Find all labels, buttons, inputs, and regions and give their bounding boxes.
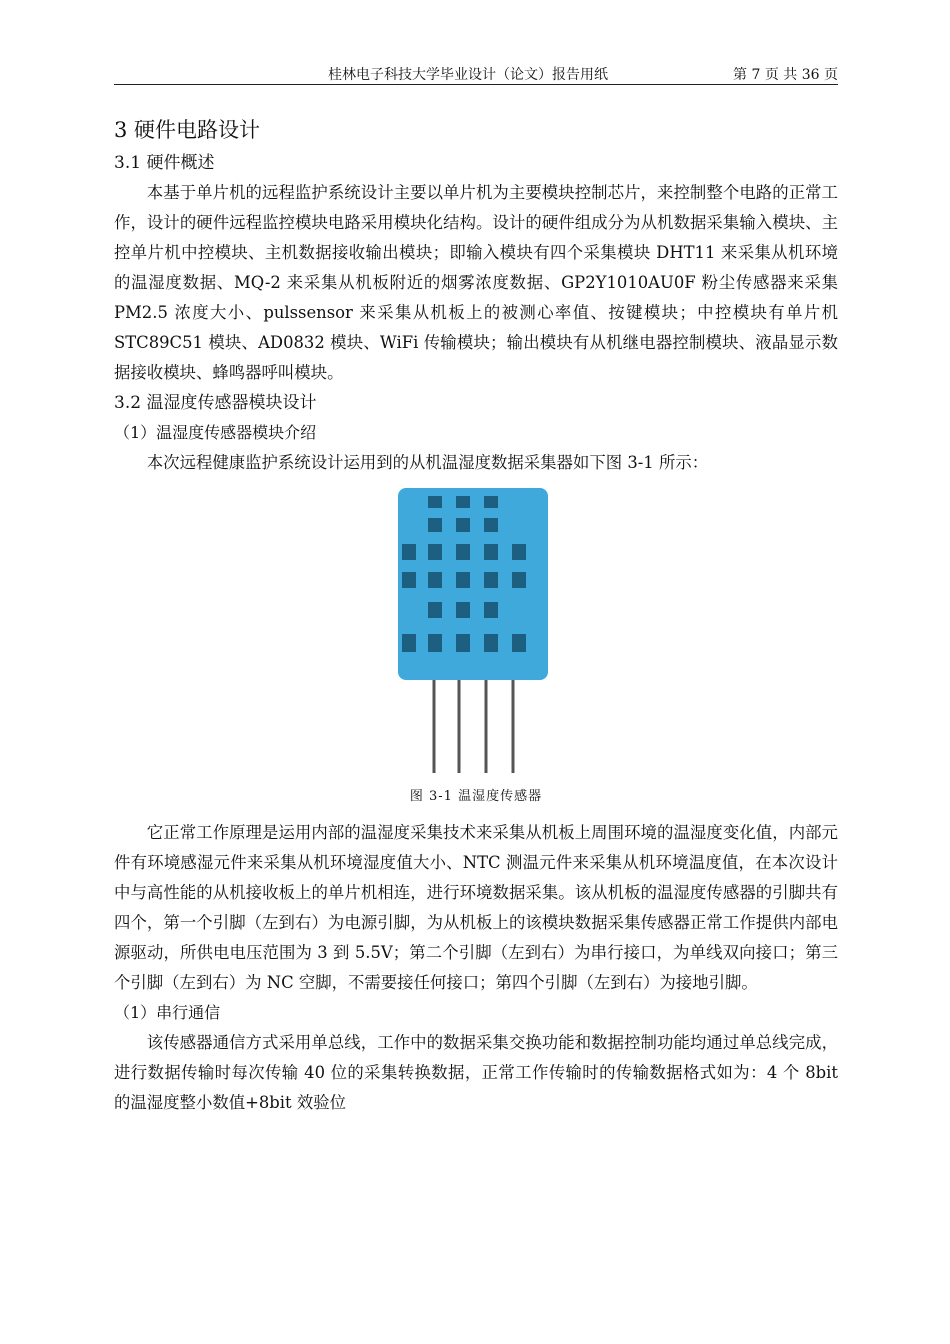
page-header	[114, 60, 838, 85]
paragraph-working-principle: 它正常工作原理是运用内部的温湿度采集技术来采集从机板上周围环境的温湿度变化值，内部元件有环境感湿元件来采集从机环境湿度值大小、NTC 测温元件来采集从机环境温度值，在本次设计中与高性能的从机接收板上的单片机相连，进行环境数据采集。该从机板的温湿度传感器的引脚共有四个，第一个引脚（左到右）为电源引脚，为从机板上的该模块数据采集传感器正常工作提供内部电源驱动，所供电电压范围为 3 到 5.5V；第二个引脚（左到右）为串行接口，为单线双向接口；第三个引脚（左到右）为 NC 空脚，不需要接任何接口；第四个引脚（左到右）为接地引脚。	[114, 823, 838, 992]
header-page-number: 第 7 页 共 36 页	[733, 67, 838, 83]
sensor-pins	[434, 673, 513, 773]
figure-sensor	[114, 482, 838, 782]
dht11-sensor-image	[392, 488, 552, 778]
chapter-heading: 3 硬件电路设计	[114, 118, 261, 142]
item-heading-serial-comm: （1）串行通信	[114, 1003, 221, 1022]
section-heading-3-1: 3.1 硬件概述	[114, 153, 215, 173]
page-content	[114, 112, 838, 1118]
figure-caption: 图 3-1 温湿度传感器	[409, 789, 543, 804]
paragraph-figure-intro: 本次远程健康监护系统设计运用到的从机温湿度数据采集器如下图 3-1 所示：	[146, 453, 709, 472]
section-heading-3-2: 3.2 温湿度传感器模块设计	[114, 393, 317, 413]
paragraph-hardware-overview: 本基于单片机的远程监护系统设计主要以单片机为主要模块控制芯片，来控制整个电路的正常工作，设计的硬件远程监控模块电路采用模块化结构。设计的硬件组成分为从机数据采集输入模块、主控单片机中控模块、主机数据接收输出模块；即输入模块有四个采集模块 DHT11 来采集从机环境的温湿度数据、MQ-2 来采集从机板附近的烟雾浓度数据、GP2Y1010AU0F 粉尘传感器来采集 PM2.5 浓度大小、pulssensor 来采集从机板上的被测心率值、按键模块；中控模块有单片机 STC89C51 模块、AD0832 模块、WiFi 传输模块；输出模块有从机继电器控制模块、液晶显示数据接收模块、蜂鸣器呼叫模块。	[114, 183, 838, 382]
header-title: 桂林电子科技大学毕业设计（论文）报告用纸	[328, 67, 608, 83]
paragraph-serial-comm: 该传感器通信方式采用单总线，工作中的数据采集交换功能和数据控制功能均通过单总线完成，进行数据传输时每次传输 40 位的采集转换数据，正常工作传输时的传输数据格式如为：4 个 8bit 的温湿度整小数值+8bit 效验位	[114, 1033, 838, 1112]
item-heading-sensor-intro: （1）温湿度传感器模块介绍	[114, 423, 317, 442]
